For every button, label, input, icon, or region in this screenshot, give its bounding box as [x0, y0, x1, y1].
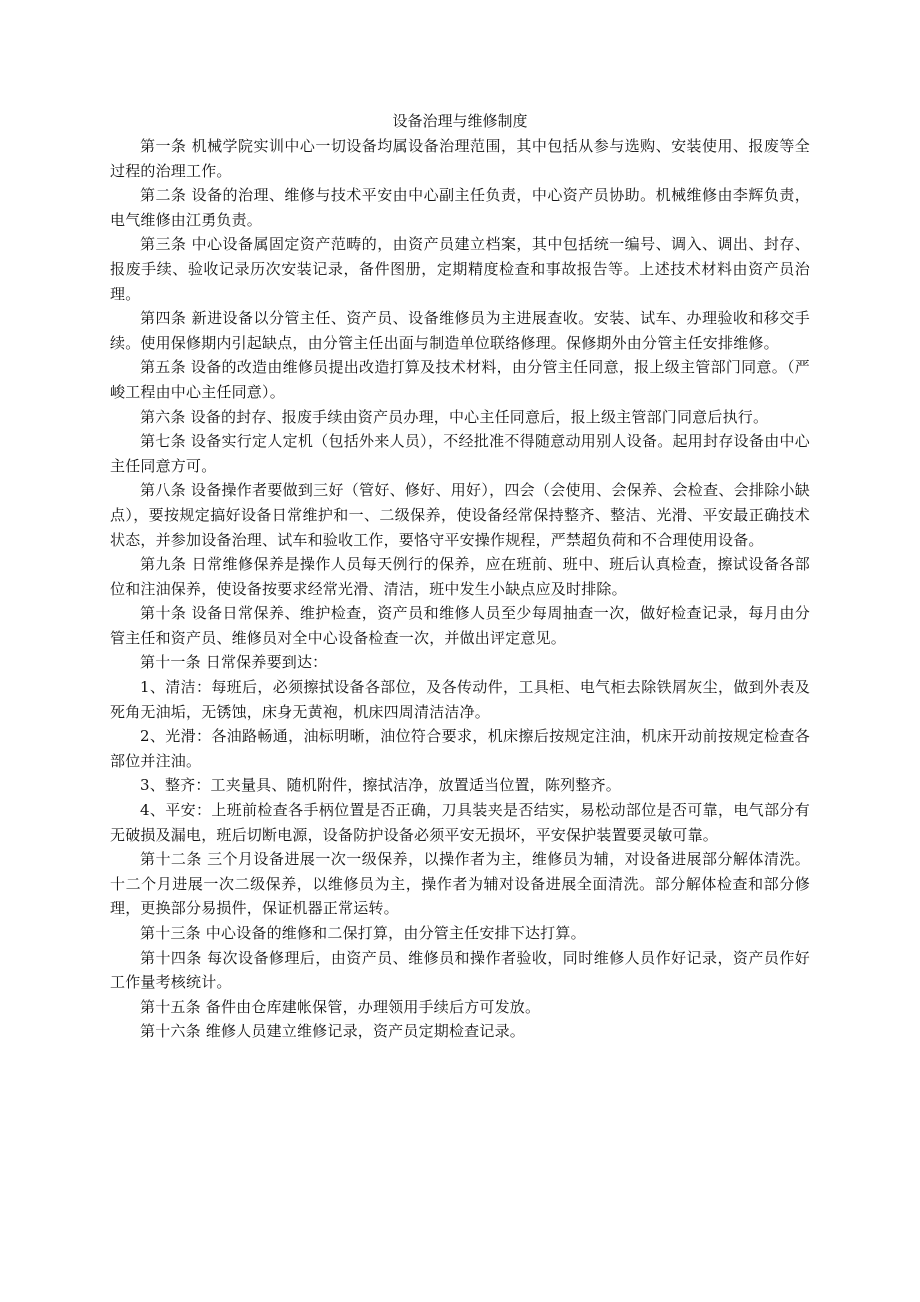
article-15: 第十五条 备件由仓库建帐保管，办理领用手续后方可发放。 — [140, 997, 541, 1016]
maintenance-item-clean: 1、清洁：每班后，必须擦拭设备各部位，及各传动件，工具柜、电气柜去除铁屑灰尘，做到外表及死角无油垢，无锈蚀，床身无黄袍，机床四周清洁洁净。 — [110, 678, 810, 721]
article-4: 第四条 新进设备以分管主任、资产员、设备维修员为主进展查收。安装、试车、办理验收和移交手续。使用保修期内引起缺点，由分管主任出面与制造单位联络修理。保修期外由分管主任安排维修。 — [110, 309, 810, 352]
article-5: 第五条 设备的改造由维修员提出改造打算及技术材料，由分管主任同意，报上级主管部门同意。（严峻工程由中心主任同意）。 — [110, 358, 810, 401]
maintenance-item-lubricate: 2、光滑：各油路畅通，油标明晰，油位符合要求，机床擦后按规定注油，机床开动前按规定检查各部位并注油。 — [110, 727, 810, 770]
article-3: 第三条 中心设备属固定资产范畴的，由资产员建立档案，其中包括统一编号、调入、调出、封存、报废手续、验收记录历次安装记录，备件图册，定期精度检查和事故报告等。上述技术材料由资产员治理。 — [110, 235, 810, 303]
document-title: 设备治理与维修制度 — [392, 112, 528, 130]
article-2: 第二条 设备的治理、维修与技术平安由中心副主任负责，中心资产员协助。机械维修由李辉负责，电气维修由江勇负责。 — [110, 186, 810, 229]
article-10: 第十条 设备日常保养、维护检查，资产员和维修人员至少每周抽查一次，做好检查记录，每月由分管主任和资产员、维修员对全中心设备检查一次，并做出评定意见。 — [110, 604, 810, 647]
maintenance-item-safety: 4、平安：上班前检查各手柄位置是否正确，刀具装夹是否结实，易松动部位是否可靠，电气部分有无破损及漏电，班后切断电源，设备防护设备必须平安无损坏，平安保护装置要灵敏可靠。 — [110, 801, 810, 844]
article-6: 第六条 设备的封存、报废手续由资产员办理，中心主任同意后，报上级主管部门同意后执行。 — [140, 407, 769, 426]
article-9: 第九条 日常维修保养是操作人员每天例行的保养，应在班前、班中、班后认真检查，擦试设备各部位和注油保养，使设备按要求经常光滑、清洁，班中发生小缺点应及时排除。 — [110, 555, 810, 598]
article-8: 第八条 设备操作者要做到三好（管好、修好、用好），四会（会使用、会保养、会检查、会排除小缺点），要按规定搞好设备日常维护和一、二级保养，使设备经常保持整齐、整洁、光滑、平安最正确技术状态，并参加设备治理、试车和验收工作，要恪守平安操作规程，严禁超负荷和不合理使用设备。 — [110, 481, 810, 549]
article-1: 第一条 机械学院实训中心一切设备均属设备治理范围，其中包括从参与选购、安装使用、报废等全过程的治理工作。 — [110, 137, 810, 180]
article-7: 第七条 设备实行定人定机（包括外来人员），不经批准不得随意动用别人设备。起用封存设备由中心主任同意方可。 — [110, 432, 810, 475]
article-11: 第十一条 日常保养要到达： — [140, 653, 328, 672]
article-13: 第十三条 中心设备的维修和二保打算，由分管主任安排下达打算。 — [140, 924, 586, 942]
maintenance-item-tidy: 3、整齐：工夹量具、随机附件，擦拭洁净，放置适当位置，陈列整齐。 — [140, 776, 621, 795]
article-12: 第十二条 三个月设备进展一次一级保养，以操作者为主，维修员为辅，对设备进展部分解体清洗。十二个月进展一次二级保养，以维修员为主，操作者为辅对设备进展全面清洗。部分解体检查和部分修理，更换部分易损件，保证机器正常运转。 — [110, 850, 810, 918]
document-page — [110, 110, 810, 1044]
article-14: 第十四条 每次设备修理后，由资产员、维修员和操作者验收，同时维修人员作好记录，资产员作好工作量考核统计。 — [110, 948, 810, 992]
article-16: 第十六条 维修人员建立维修记录，资产员定期检查记录。 — [140, 1022, 525, 1041]
